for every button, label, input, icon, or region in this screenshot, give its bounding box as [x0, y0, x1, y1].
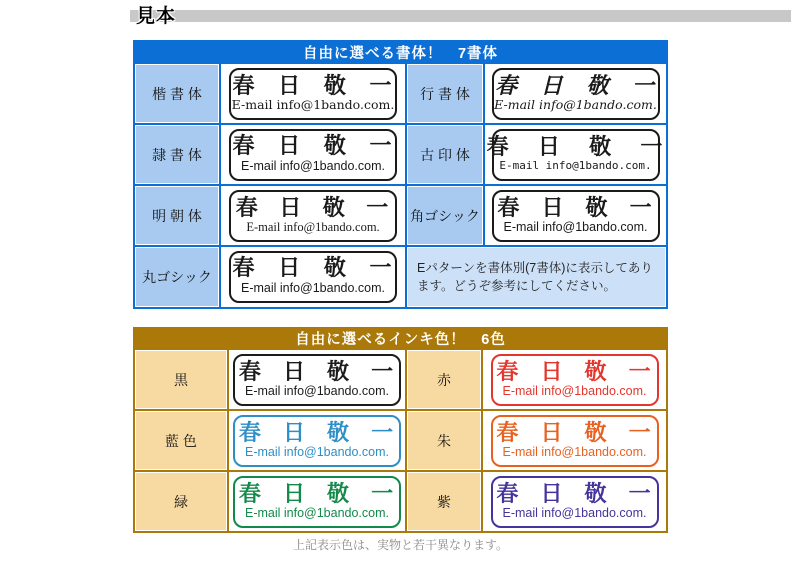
ink-sample-cell: [483, 472, 666, 531]
font-label-marugothic: 丸ゴシック: [135, 247, 219, 307]
stamp-name-text: 春 日 敬 一: [496, 358, 653, 384]
stamp-email-text: E-mail info@1bando.com.: [244, 505, 389, 520]
stamp-name-text: 春 日 敬 一: [232, 256, 394, 282]
stamp-sample-indigo-ink: [233, 415, 401, 467]
stamp-sample-koin: [486, 129, 665, 181]
font-label-mincho: 明 朝 体: [135, 186, 219, 245]
ink-sample-cell: [483, 350, 666, 409]
font-label-kakugothic: 角ゴシック: [407, 186, 483, 245]
stamp-name-text: 春 日 敬 一: [238, 419, 396, 445]
stamp-email-text: E-mail info@1bando.com.: [502, 444, 647, 459]
font-sample-cell: [221, 125, 405, 184]
stamp-name-text: 春 日 敬 一: [486, 134, 665, 160]
ink-label-green: 緑: [135, 472, 227, 531]
font-table-title: 自由に選べる書体！ 7書体: [302, 45, 499, 62]
stamp-name-text: 春 日 敬 一: [232, 72, 394, 99]
stamp-email-text: E-mail info@1bando.com.: [502, 505, 647, 520]
stamp-sample-mincho: [229, 190, 397, 242]
stamp-sample-purple-ink: [491, 476, 659, 528]
stamp-sample-gyosho: [492, 68, 660, 120]
stamp-sample-vermilion-ink: [491, 415, 659, 467]
stamp-email-text: E-mail info@1bando.com.: [240, 158, 385, 173]
stamp-sample-marugothic: [229, 251, 397, 303]
ink-sample-cell: [229, 411, 405, 470]
stamp-sample-black-ink: [233, 354, 401, 406]
stamp-sample-reisho: [229, 129, 397, 181]
ink-color-table: [133, 327, 668, 533]
stamp-email-text: E-mail info@1bando.com.: [502, 383, 647, 398]
color-disclaimer-note: 上記表示色は、実物と若干異なります。: [292, 538, 509, 552]
ink-sample-cell: [229, 350, 405, 409]
stamp-email-text: E-mail info@1bando.com.: [246, 219, 380, 234]
font-sample-cell: [485, 125, 666, 184]
ink-sample-cell: [229, 472, 405, 531]
ink-table-title: 自由に選べるインキ色！ 6色: [295, 332, 506, 348]
ink-sample-cell: [483, 411, 666, 470]
stamp-name-text: 春 日 敬 一: [495, 72, 656, 99]
font-label-kaisho: 楷 書 体: [135, 64, 219, 123]
ink-label-purple: 紫: [407, 472, 481, 531]
font-label-reisho: 隷 書 体: [135, 125, 219, 184]
font-sample-cell: [221, 64, 405, 123]
stamp-email-text: E-mail info@1bando.com.: [244, 444, 389, 459]
stamp-sample-red-ink: [491, 354, 659, 406]
stamp-name-text: 春 日 敬 一: [238, 480, 396, 506]
font-sample-cell: [221, 247, 405, 307]
headline-bar: [130, 10, 791, 22]
page-title: 見本: [136, 6, 177, 27]
ink-label-vermilion: 朱: [407, 411, 481, 470]
ink-label-red: 赤: [407, 350, 481, 409]
stamp-name-text: 春 日 敬 一: [497, 194, 654, 220]
stamp-email-text: E-mail info@1bando.com.: [231, 96, 395, 112]
stamp-name-text: 春 日 敬 一: [235, 194, 391, 220]
font-table-note: Eパターンを書体別(7書体)に表示してあります。どうぞ参考にしてください。: [407, 247, 666, 307]
stamp-email-text: E-mail info@1bando.com.: [240, 281, 385, 296]
stamp-email-text: E-mail info@1bando.com.: [499, 158, 652, 172]
stamp-name-text: 春 日 敬 一: [238, 358, 396, 384]
font-sample-cell: [485, 64, 666, 123]
font-label-koin: 古 印 体: [407, 125, 483, 184]
stamp-sample-green-ink: [233, 476, 401, 528]
ink-label-indigo: 藍 色: [135, 411, 227, 470]
stamp-name-text: 春 日 敬 一: [496, 480, 653, 506]
stamp-sample-kaisho: [229, 68, 397, 120]
stamp-sample-kakugothic: [492, 190, 660, 242]
stamp-email-text: E-mail info@1bando.com.: [503, 219, 648, 234]
stamp-name-text: 春 日 敬 一: [496, 419, 653, 445]
font-sample-cell: [485, 186, 666, 245]
font-sample-cell: [221, 186, 405, 245]
stamp-email-text: E-mail info@1bando.com.: [494, 96, 657, 112]
stamp-name-text: 春 日 敬 一: [232, 133, 394, 159]
stamp-email-text: E-mail info@1bando.com.: [244, 383, 389, 398]
ink-label-black: 黒: [135, 350, 227, 409]
font-label-gyosho: 行 書 体: [407, 64, 483, 123]
font-sample-table: [133, 40, 668, 309]
